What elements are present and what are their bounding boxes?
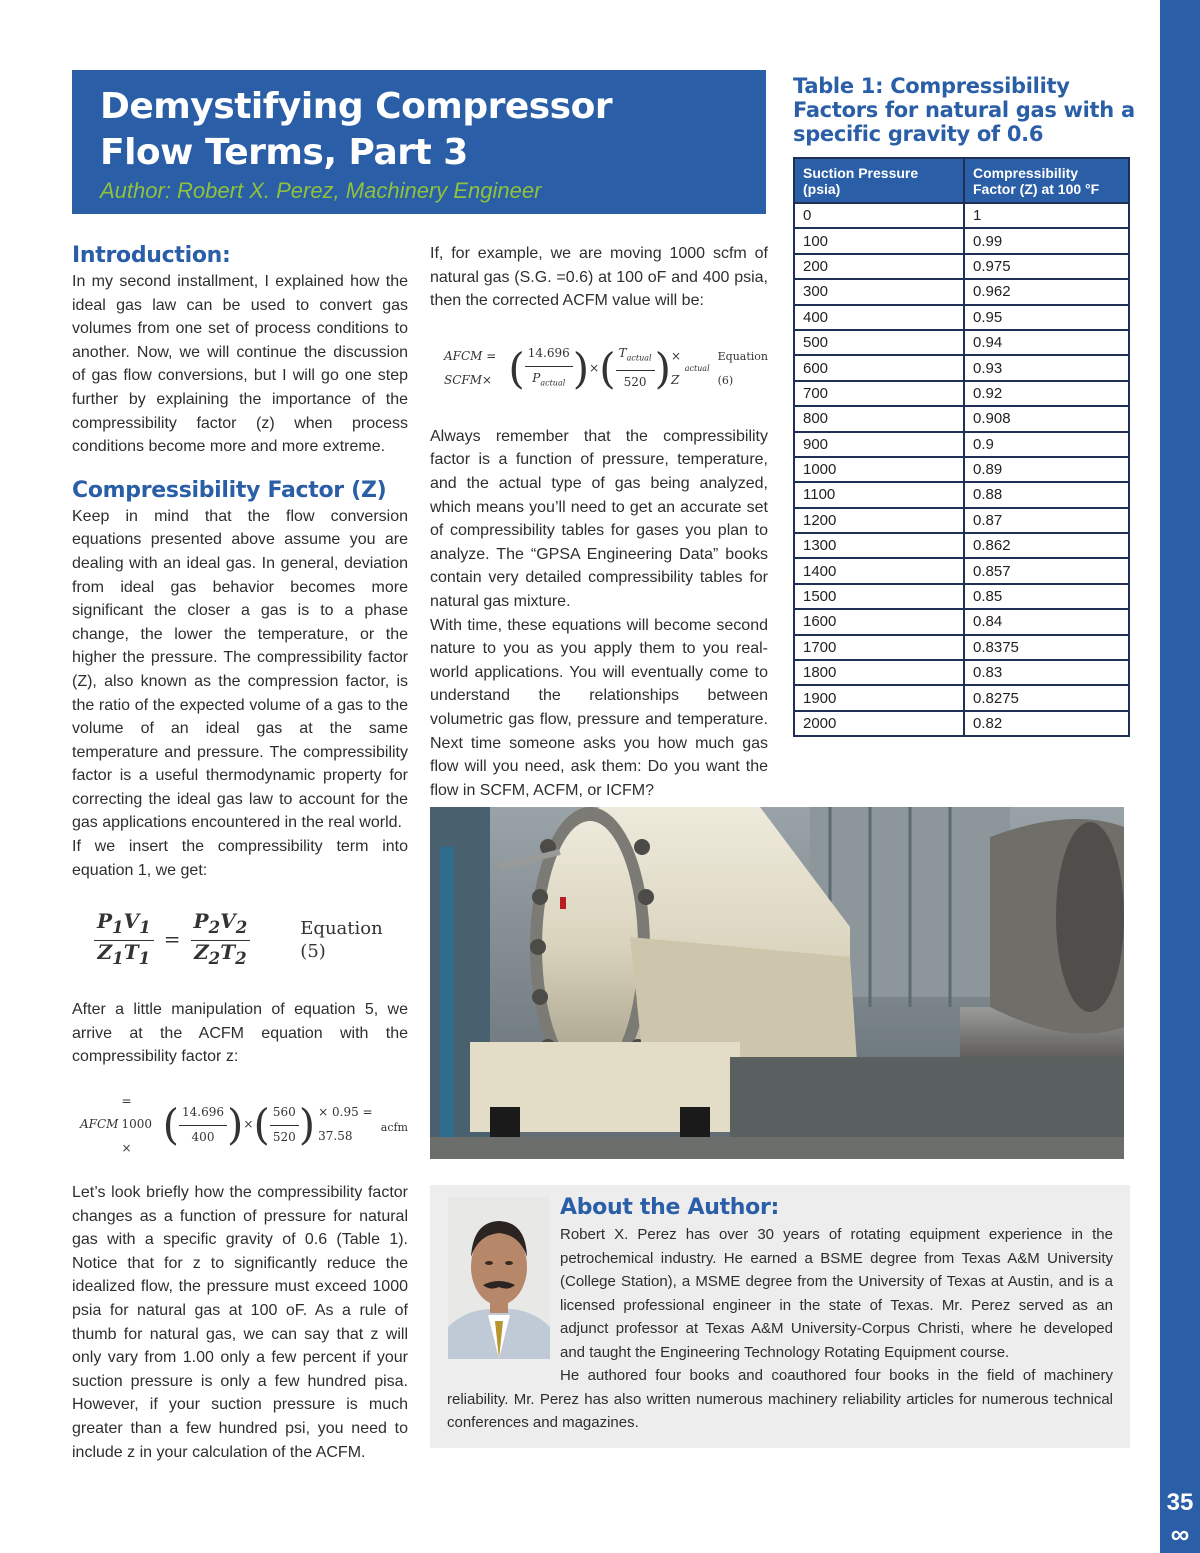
column-left: [72, 242, 408, 1464]
remember-paragraph: Always remember that the compressibility factor is a function of pressure, temperature, and the actual type of gas being analyzed, which means you’ll need to get an accurate set of compressibility tables for gases you plan to analyze. The “GPSA Engineering Data” books contain very detailed compressibility tables for natural gas mixture.: [430, 427, 768, 610]
infinity-logo-icon: ∞: [1170, 1519, 1190, 1549]
table-cell-z: 0.93: [964, 355, 1129, 380]
eq6-f2-num: T: [618, 346, 627, 361]
table-cell-pressure: 1000: [794, 457, 964, 482]
intro-paragraph: In my second installment, I explained how the ideal gas law can be used to convert gas volumes from one set of process conditions to another. Now, we will continue the discussion of gas flow conversions, but I will go one step further by explaining the importance of the compressibility factor (z) when process conditions become more and more extreme.: [72, 273, 408, 456]
table-cell-z: 0.8275: [964, 685, 1129, 710]
table-row: [794, 279, 1129, 304]
table-cell-pressure: 300: [794, 279, 964, 304]
closing-paragraph: Let’s look briefly how the compressibility factor changes as a function of pressure for natural gas with a specific gravity of 0.6 (Table 1). Notice that for z to significantly reduce the idealized flow, the pressure must exceed 1000 psia for natural gas at 100 oF. As a rule of thumb for natural gas, we can say that z will only vary from 1.00 only a few percent if your suction pressure is only a few hundred pisa. However, if your suction pressure is much greater than a few hundred psi, you need to include z in your calculation of the ACFM.: [72, 1184, 408, 1461]
example-eq-f2-den: 520: [272, 1129, 296, 1144]
table-row: [794, 381, 1129, 406]
about-author-panel: [430, 1185, 1130, 1448]
table-cell-z: 0.85: [964, 584, 1129, 609]
equation-5-label: Equation (5): [300, 917, 383, 963]
manipulation-paragraph: After a little manipulation of equation 5, we arrive at the ACFM equation with the compressibility factor z:: [72, 1001, 408, 1066]
intro-heading: Introduction:: [72, 243, 231, 268]
table-cell-z: 0.862: [964, 533, 1129, 558]
example-eq-f1-den: 400: [191, 1129, 215, 1144]
eq6-f1-den: P: [532, 371, 541, 386]
compressibility-heading: Compressibility Factor (Z): [72, 477, 387, 503]
example-eq-unit: acfm: [380, 1121, 408, 1135]
table-row: [794, 254, 1129, 279]
table-body: [794, 203, 1129, 736]
table-cell-z: 0.8375: [964, 635, 1129, 660]
about-heading: About the Author:: [560, 1195, 780, 1220]
table-cell-pressure: 1500: [794, 584, 964, 609]
compressor-photo-illustration: [430, 807, 1124, 1159]
table-cell-pressure: 1600: [794, 609, 964, 634]
example-paragraph: If, for example, we are moving 1000 scfm of natural gas (S.G. =0.6) at 100 oF and 400 psia, then the corrected ACFM value will be:: [430, 245, 768, 310]
table-cell-z: 0.975: [964, 254, 1129, 279]
table-row: [794, 305, 1129, 330]
table-row: [794, 228, 1129, 253]
article-header: [72, 70, 766, 214]
table-cell-pressure: 1100: [794, 482, 964, 507]
article-title: Demystifying Compressor Flow Terms, Part 3: [100, 86, 613, 173]
eq6-tail-sub: actual: [684, 363, 710, 373]
table-row: [794, 457, 1129, 482]
table-row: [794, 482, 1129, 507]
table-cell-pressure: 1400: [794, 558, 964, 583]
table-cell-pressure: 1200: [794, 508, 964, 533]
example-eq-f1-num: 14.696: [179, 1101, 227, 1126]
table-row: [794, 558, 1129, 583]
example-eq-f2-num: 560: [270, 1101, 299, 1126]
table-row: [794, 584, 1129, 609]
compressibility-table: [793, 157, 1130, 737]
table-header-row: [794, 158, 1129, 203]
table-cell-z: 0.84: [964, 609, 1129, 634]
eq6-f1-den-sub: actual: [540, 378, 566, 388]
table-row: [794, 355, 1129, 380]
table-cell-pressure: 1800: [794, 660, 964, 685]
table-cell-z: 0.99: [964, 228, 1129, 253]
table-cell-z: 0.908: [964, 406, 1129, 431]
table-row: [794, 711, 1129, 736]
table-cell-pressure: 0: [794, 203, 964, 228]
table-cell-pressure: 1300: [794, 533, 964, 558]
table-cell-pressure: 1700: [794, 635, 964, 660]
table-row: [794, 685, 1129, 710]
table-row: [794, 406, 1129, 431]
table-row: [794, 432, 1129, 457]
table-cell-pressure: 1900: [794, 685, 964, 710]
eq6-f2-num-sub: actual: [626, 353, 652, 363]
compressibility-paragraph: Keep in mind that the flow conversion equations presented above assume you are dealing with an ideal gas. In general, deviation from ideal gas behavior becomes more significant the closer a gas is to a phase change, the lower the temperature, or the higher the pressure. The compressibility factor (Z), also known as the compression factor, is the ratio of the expected volume of a gas to the volume of an ideal gas at the same temperature and pressure. The compressibility factor is a useful thermodynamic property for correcting the ideal gas law to account for the gas applications encountered in the real world.: [72, 507, 408, 832]
table-cell-pressure: 700: [794, 381, 964, 406]
eq6-f1-num: 14.696: [525, 342, 573, 367]
example-eq-mult: = 1000 ×: [121, 1093, 153, 1155]
table-cell-z: 0.89: [964, 457, 1129, 482]
table-header-z: Compressibility Factor (Z) at 100 °F: [964, 158, 1129, 203]
table-cell-z: 0.87: [964, 508, 1129, 533]
table-row: [794, 508, 1129, 533]
table-cell-pressure: 600: [794, 355, 964, 380]
table-cell-pressure: 200: [794, 254, 964, 279]
table-row: [794, 609, 1129, 634]
table-cell-z: 0.9: [964, 432, 1129, 457]
column-middle: [430, 242, 768, 802]
table-cell-z: 0.83: [964, 660, 1129, 685]
side-color-bar: [1160, 0, 1200, 1553]
table-cell-pressure: 500: [794, 330, 964, 355]
eq6-f2-den: 520: [623, 375, 647, 390]
table-row: [794, 203, 1129, 228]
table-cell-z: 1: [964, 203, 1129, 228]
eq6-label: Equation (6): [717, 350, 768, 387]
insert-term-paragraph: If we insert the compressibility term into equation 1, we get:: [72, 838, 408, 879]
table-cell-pressure: 400: [794, 305, 964, 330]
example-eq-lhs: AFCM: [80, 1117, 119, 1132]
example-equation: AFCM = 1000 × ( $\frac{14.696}{400}$ ) × ( $\frac{560}{520}$ ) × 0.95 = 37.58 acfm: [72, 1069, 408, 1181]
table-cell-pressure: 100: [794, 228, 964, 253]
table-cell-z: 0.962: [964, 279, 1129, 304]
table-row: [794, 635, 1129, 660]
table-row: [794, 330, 1129, 355]
time-paragraph: With time, these equations will become second nature to you as you apply them to you real-world applications. You will eventually come to understand the relationships between volumetric gas flow, pressure and temperature. Next time someone asks you how much gas flow will you need, ask them: Do you want the flow in SCFM, ACFM, or ICFM?: [430, 616, 768, 799]
about-paragraph-2: He authored four books and coauthored four books in the field of machinery reliability. Mr. Perez has also written numerous machinery reliability articles for numerous technical conferences and magazines.: [447, 1367, 1113, 1431]
table-cell-z: 0.857: [964, 558, 1129, 583]
eq6-lhs: AFCM = SCFM×: [444, 349, 497, 387]
eq6-tail: × Z: [670, 349, 682, 387]
equation-5: $\frac{P_1V_1}{Z_1T_1}$ = $\frac{P_2V_2}{Z_2T_2}$ Equation (5): [72, 882, 408, 998]
table-row: [794, 533, 1129, 558]
table-title: Table 1: Compressibility Factors for natural gas with a specific gravity of 0.6: [793, 74, 1135, 146]
table-cell-z: 0.94: [964, 330, 1129, 355]
about-author-text: [447, 1193, 1113, 1435]
table-cell-z: 0.82: [964, 711, 1129, 736]
table-row: [794, 660, 1129, 685]
table-cell-z: 0.95: [964, 305, 1129, 330]
page-number: 35: [1166, 1489, 1194, 1516]
table-cell-z: 0.92: [964, 381, 1129, 406]
table-cell-pressure: 2000: [794, 711, 964, 736]
table-cell-z: 0.88: [964, 482, 1129, 507]
equation-6: AFCM = SCFM× ( $\frac{14.696}{P_{actual}}$ ) × ( $\frac{T_{actual}}{520}$ ) × Z actual Equation (6): [430, 313, 768, 425]
table-cell-pressure: 900: [794, 432, 964, 457]
table-cell-pressure: 800: [794, 406, 964, 431]
about-paragraph-1: Robert X. Perez has over 30 years of rotating equipment experience in the petrochemical industry. He earned a BSME degree from Texas A&M University (College Station), a MSME degree from the University of Texas at Austin, and is a licensed professional engineer in the state of Texas. Mr. Perez served as an adjunct professor at Texas A&M University-Corpus Christi, where he developed and taught the Engineering Technology Rotating Equipment course.: [560, 1226, 1113, 1361]
table-header-pressure: Suction Pressure (psia): [794, 158, 964, 203]
compressor-photo: [430, 807, 1124, 1159]
example-eq-result: × 0.95 = 37.58: [318, 1105, 373, 1144]
article-author: Author: Robert X. Perez, Machinery Engineer: [100, 178, 542, 203]
